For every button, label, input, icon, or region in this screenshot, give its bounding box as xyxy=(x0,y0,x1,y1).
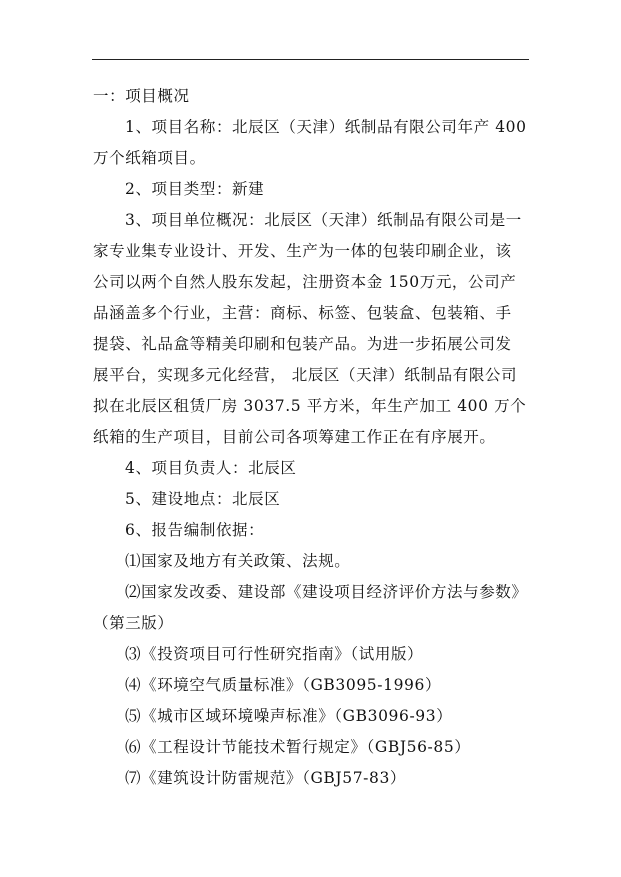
unit-overview-line-1: 3、项目单位概况：北辰区（天津）纸制品有限公司是一 xyxy=(125,211,522,229)
unit-overview-line-4: 品涵盖多个行业，主营：商标、标签、包装盒、包装箱、手 xyxy=(93,304,512,322)
basis-2-line-2: （第三版） xyxy=(93,614,174,632)
basis-1-line: ⑴国家及地方有关政策、法规。 xyxy=(125,552,351,570)
unit-overview-line-8: 纸箱的生产项目，目前公司各项筹建工作正在有序展开。 xyxy=(93,428,496,446)
basis-2-line-1: ⑵国家发改委、建设部《建设项目经济评价方法与参数》 xyxy=(125,583,528,601)
header-rule xyxy=(92,59,529,60)
project-type-line: 2、项目类型：新建 xyxy=(125,180,265,198)
unit-overview-line-6: 展平台，实现多元化经营， 北辰区（天津）纸制品有限公司 xyxy=(93,366,518,384)
basis-heading-line: 6、报告编制依据： xyxy=(125,521,265,539)
section-heading: 一：项目概况 xyxy=(93,87,190,105)
construction-site-line: 5、建设地点：北辰区 xyxy=(125,490,281,508)
unit-overview-line-3: 公司以两个自然人股东发起，注册资本金 150万元，公司产 xyxy=(93,273,517,291)
basis-7-line: ⑺《建筑设计防雷规范》（GBJ57-83） xyxy=(125,769,407,787)
project-name-line-2: 万个纸箱项目。 xyxy=(93,149,206,167)
basis-5-line: ⑸《城市区域环境噪声标准》（GB3096-93） xyxy=(125,707,453,725)
unit-overview-line-5: 提袋、礼品盒等精美印刷和包装产品。为进一步拓展公司发 xyxy=(93,335,512,353)
basis-3-line: ⑶《投资项目可行性研究指南》（试用版） xyxy=(125,645,424,663)
basis-6-line: ⑹《工程设计节能技术暂行规定》（GBJ56-85） xyxy=(125,738,471,756)
basis-4-line: ⑷《环境空气质量标准》（GB3095-1996） xyxy=(125,676,442,694)
unit-overview-line-2: 家专业集专业设计、开发、生产为一体的包装印刷企业，该 xyxy=(93,242,512,260)
unit-overview-line-7: 拟在北辰区租赁厂房 3037.5 平方米，年生产加工 400 万个 xyxy=(93,397,527,415)
project-leader-line: 4、项目负责人：北辰区 xyxy=(125,459,297,477)
project-name-line-1: 1、项目名称：北辰区（天津）纸制品有限公司年产 400 xyxy=(125,118,527,136)
